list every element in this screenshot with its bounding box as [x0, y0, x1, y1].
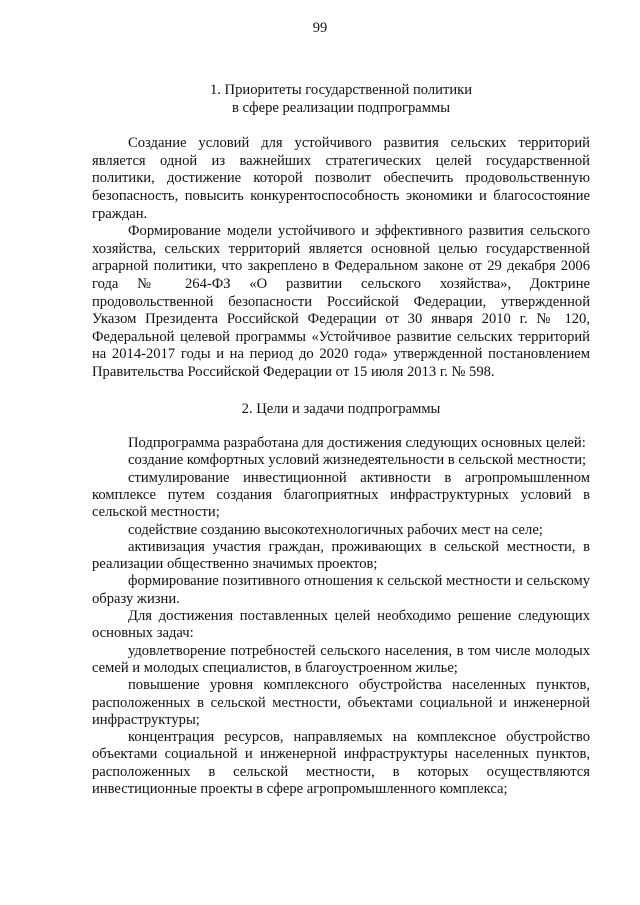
- list-item: содействие созданию высокотехнологичных рабочих мест на селе;: [128, 521, 543, 538]
- list-item: концентрация ресурсов, направляемых на комплексное обустройство объектами социальной и инженерной инфраструктуры населенных пунктов, расположенных в сельской местности, в которых осуществляются инвестиционные проекты в сфере агропромышленного комплекса;: [92, 729, 590, 798]
- page-number: 99: [312, 20, 328, 36]
- section-2-heading: [92, 401, 590, 419]
- section-1-body: [92, 135, 590, 381]
- list-item: создание комфортных условий жизнедеятельности в сельской местности;: [128, 452, 587, 469]
- list-item: повышение уровня комплексного обустройства населенных пунктов, расположенных в сельской местности, объектами социальной и инженерной инфраструктуры;: [92, 677, 590, 728]
- list-item: стимулирование инвестиционной активности в агропромышленном комплексе путем создания благоприятных инфраструктурных условий в сельской местности;: [92, 469, 590, 521]
- paragraph: Формирование модели устойчивого и эффективного развития сельского хозяйства, сельских территорий является основной целью государственной аграрной политики, что закреплено в Федеральном законе от 29 декабря 2006 года № 264-ФЗ «О развитии сельского хозяйства», Доктрине продовольственной безопасности Российской Федерации, утвержденной Указом Президента Российской Федерации от 30 января 2010 г. № 120, Федеральной целевой программы «Устойчивое развитие сельских территорий на 2014-2017 годы и на период до 2020 года» утвержденной постановлением Правительства Российской Федерации от 15 июля 2013 г. № 598.: [92, 223, 590, 380]
- section-1-heading-line: 1. Приоритеты государственной политики: [209, 82, 473, 98]
- list-item: активизация участия граждан, проживающих в сельской местности, в реализации общественно значимых проектов;: [92, 538, 590, 573]
- paragraph: Подпрограмма разработана для достижения следующих основных целей:: [128, 435, 586, 452]
- list-item: формирование позитивного отношения к сельской местности и сельскому образу жизни.: [92, 573, 590, 607]
- paragraph: Для достижения поставленных целей необходимо решение следующих основных задач:: [92, 608, 590, 642]
- section-2-heading-line: 2. Цели и задачи подпрограммы: [241, 400, 441, 417]
- page-content: [92, 82, 590, 798]
- section-1-heading-line: в сфере реализации подпрограммы: [231, 99, 451, 116]
- paragraph: Создание условий для устойчивого развития сельских территорий является одной из важнейших стратегических целей государственной политики, достижение которой позволит обеспечить продовольственную безопасность, повысить конкурентоспособность экономики и благосостояние граждан.: [92, 135, 590, 222]
- section-1-heading: [92, 82, 590, 117]
- list-item: удовлетворение потребностей сельского населения, в том числе молодых семей и молодых специалистов, в благоустроенном жилье;: [92, 642, 590, 676]
- section-2-body: [92, 435, 590, 798]
